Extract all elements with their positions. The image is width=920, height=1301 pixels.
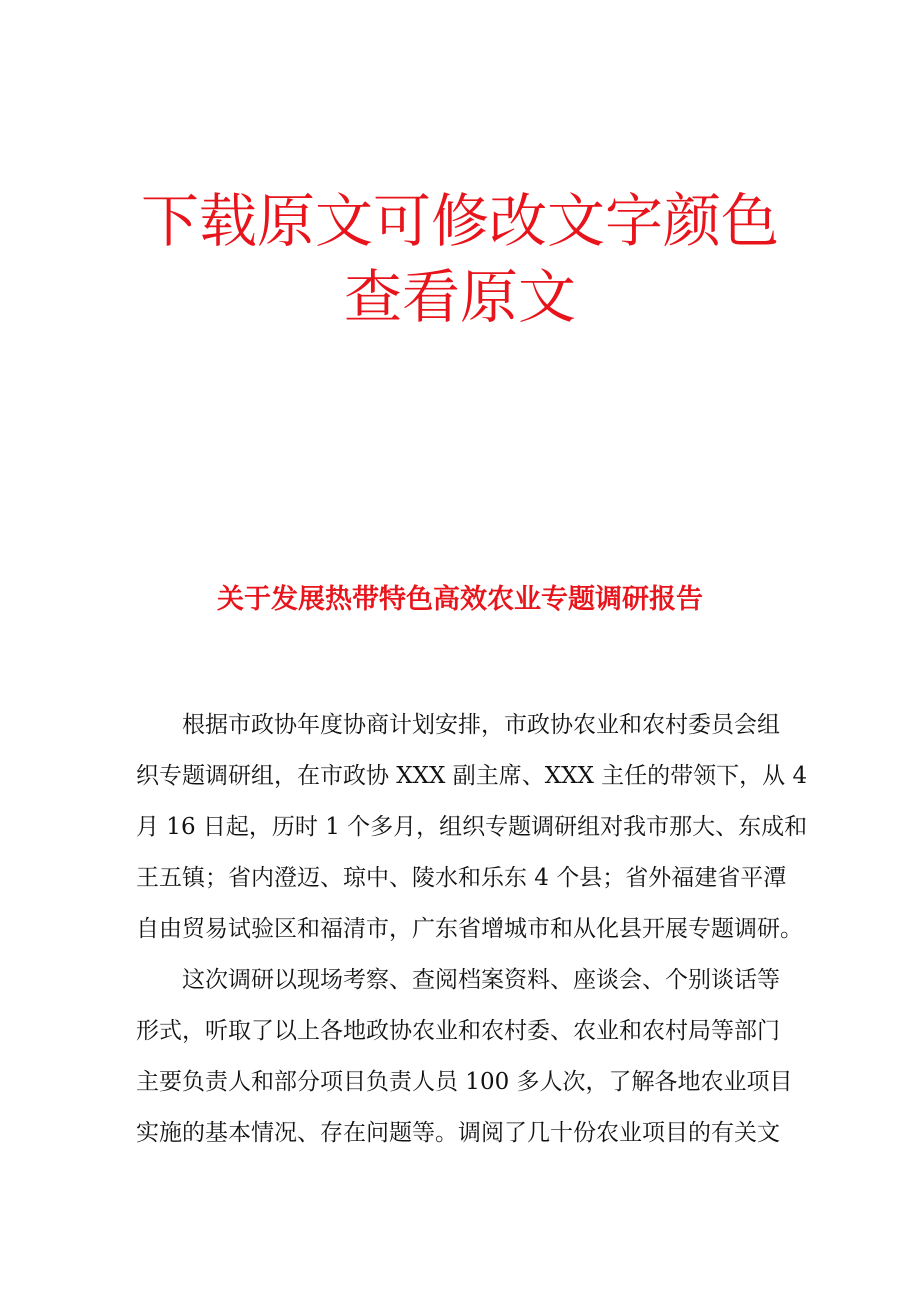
document-title: 关于发展热带特色高效农业专题调研报告 [217, 584, 703, 615]
paragraph-line: 根据市政协年度协商计划安排，市政协农业和农村委员会组 [182, 712, 780, 738]
paragraph-line: 主要负责人和部分项目负责人员 100 多人次，了解各地农业项目 [136, 1069, 793, 1095]
document-body [136, 700, 808, 1159]
paragraph-line: 实施的基本情况、存在问题等。调阅了几十份农业项目的有关文 [136, 1120, 780, 1146]
view-original-banner-line2: 查看原文 [343, 263, 576, 331]
paragraph-line: 织专题调研组，在市政协 XXX 副主席、XXX 主任的带领下，从 4 [136, 763, 808, 789]
paragraph-line: 这次调研以现场考察、查阅档案资料、座谈会、个别谈话等 [182, 967, 780, 993]
paragraph-line: 自由贸易试验区和福清市，广东省增城市和从化县开展专题调研。 [136, 916, 803, 942]
download-banner-line1: 下载原文可修改文字颜色 [140, 187, 779, 255]
paragraph-line: 形式，听取了以上各地政协农业和农村委、农业和农村局等部门 [136, 1018, 780, 1044]
paragraph-line: 王五镇；省内澄迈、琼中、陵水和乐东 4 个县；省外福建省平潭 [136, 865, 787, 891]
paragraph-line: 月 16 日起，历时 1 个多月，组织专题调研组对我市那大、东成和 [136, 814, 808, 840]
